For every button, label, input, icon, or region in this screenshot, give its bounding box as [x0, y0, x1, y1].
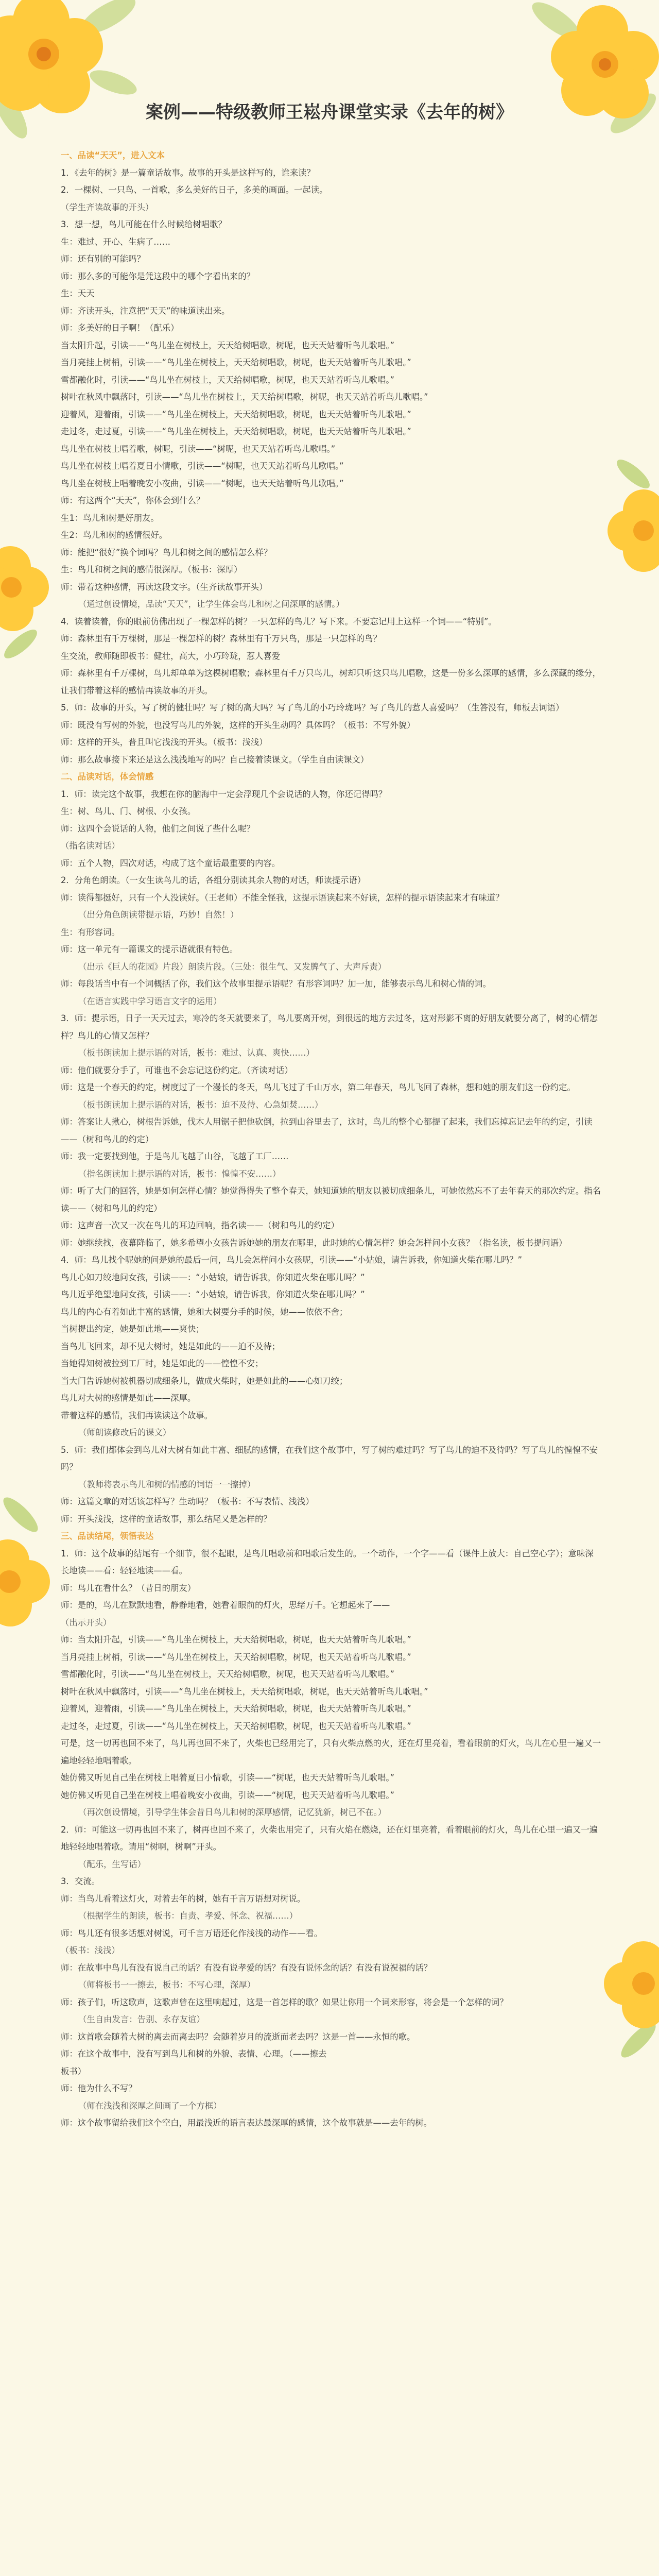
flower-decoration-left-upper — [0, 515, 51, 659]
transcript-line: 师：听了大门的回答，她是如何怎样心情？她觉得得失了整个春天，她知道她的朋友以被切成细条儿，可她依然忘不了去年春天的那次约定。指名读——（树和鸟儿的约定） — [61, 1186, 601, 1213]
transcript-line: 1．《去年的树》是一篇童话故事。故事的开头是这样写的，谁来读？ — [61, 167, 315, 178]
transcript-line: （在语言实践中学习语言文字的运用） — [78, 996, 222, 1006]
transcript-line: 走过冬，走过夏，引读——“鸟儿坐在树枝上，天天给树唱歌，树呢，也天天站着听鸟儿歌唱。” — [61, 1721, 411, 1731]
transcript-line: 1．师：读完这个故事，我想在你的脑海中一定会浮现几个会说话的人物，你还记得吗？ — [61, 789, 387, 799]
transcript-line: （师在浅浅和深厚之间画了一个方框） — [78, 2100, 222, 2111]
transcript-line: 师：森林里有千万棵树，鸟儿却单单为这棵树唱歌；森林里有千万只鸟儿，树却只听这只鸟儿唱歌，这是一份多么深厚的感情，多么深藏的缘分，让我们带着这样的感情再读故事的开头。 — [61, 668, 601, 696]
transcript-line: （师朗读修改后的课文） — [78, 1428, 171, 1437]
transcript-line: 师：有这两个“天天”，你体会到什么？ — [61, 496, 205, 505]
transcript-line: 师：这样的开头，普且叫它浅浅的开头。（板书：浅浅） — [61, 737, 268, 747]
flower-decoration-right-middle — [602, 1906, 659, 2061]
transcript-line: 师：是的，鸟儿在默默地看，静静地看，她看着眼前的灯火，思绪万千。它想起来了—— — [61, 1600, 390, 1610]
transcript-line: 师：齐读开头，注意把“天天”的味道读出来。 — [61, 306, 230, 316]
transcript-line: 当她得知树被拉到工厂时，她是如此的——惶惶不安； — [61, 1359, 264, 1368]
transcript-line: 师：开头浅浅，这样的童话故事，那么结尾又是怎样的？ — [61, 1514, 272, 1524]
transcript-line: 2．师：可能这一切再也回不来了，树再也回不来了，火柴也用完了，只有火焰在燃烧，还在灯里亮着，看着眼前的灯火，鸟儿在心里一遍又一遍地轻轻地唱着歌。请用“树啊，树啊”开头。 — [61, 1824, 598, 1852]
transcript-line: （指名读对话） — [61, 841, 120, 851]
transcript-line: 师：当太阳升起，引读——“鸟儿坐在树枝上，天天给树唱歌，树呢，也天天站着听鸟儿歌唱。” — [61, 1635, 411, 1645]
transcript-line: 当大门告诉她树被机器切成细条儿，做成火柴时，她是如此的——心如刀绞； — [61, 1376, 348, 1386]
transcript-line: 生交流，教师随即板书：健壮，高大，小巧玲珑，惹人喜爱 — [61, 651, 281, 661]
transcript-line: 当鸟儿飞回来，却不见大树时，她是如此的——迫不及待； — [61, 1341, 281, 1351]
transcript-line: （通过创设情境，品读“天天”，让学生体会鸟儿和树之间深厚的感情。） — [78, 599, 344, 609]
transcript-line: 生：树、鸟儿、门、树根、小女孩。 — [61, 806, 196, 816]
transcript-line: 师：这篇文章的对话该怎样写？生动吗？（板书：不写表情、浅浅） — [61, 1497, 314, 1506]
transcript-line: 师：读得都挺好，只有一个人没读好。（王老师）不能全怪我，这提示语读起来不好读，怎样的提示语读起来才有味道？ — [61, 892, 504, 903]
transcript-line: （学生齐读故事的开头） — [61, 202, 154, 212]
transcript-line: 5．师：故事的开头，写了树的健壮吗？写了树的高大吗？写了鸟儿的小巧玲珑吗？写了鸟儿的惹人喜爱吗？（生答没有，师板去词语） — [61, 703, 564, 713]
transcript-line: 2．一棵树、一只鸟、一首歌，多么美好的日子，多美的画面。一起读。 — [61, 185, 328, 195]
transcript-line: 鸟儿的内心有着如此丰富的感情，她和大树要分手的时候，她——依依不舍； — [61, 1307, 348, 1317]
flower-decoration-right-upper — [602, 453, 659, 587]
transcript-line: 师：这声音一次又一次在鸟儿的耳边回响，指名读——（树和鸟儿的约定） — [61, 1221, 339, 1230]
section-heading: 二、品读对话，体会情感 — [61, 772, 154, 782]
flower-decoration-top-left — [0, 0, 149, 149]
transcript-line: 师：那么多的可能你是凭这段中的哪个字看出来的？ — [61, 271, 255, 281]
transcript-line: 生：有形容词。 — [61, 927, 120, 937]
transcript-line: （教师将表示鸟儿和树的情感的词语一一擦掉） — [78, 1479, 256, 1489]
transcript-line: 当树提出约定，她是如此地——爽快； — [61, 1324, 204, 1334]
transcript-line: 鸟儿坐在树枝上唱着夏日小情歌，引读——“树呢，也天天站着听鸟儿歌唱。” — [61, 461, 344, 471]
transcript-line: 师：他为什么不写？ — [61, 2083, 137, 2093]
transcript-line: 师：鸟儿在看什么？（昔日的朋友） — [61, 1583, 196, 1593]
transcript-line: 迎着风，迎着雨，引读——“鸟儿坐在树枝上，天天给树唱歌，树呢，也天天站着听鸟儿歌唱。” — [61, 1704, 411, 1714]
transcript-line: 师：在故事中鸟儿有没有说自己的话？有没有说孝爱的话？有没有说怀念的话？有没有说祝福的话？ — [61, 1962, 432, 1973]
transcript-line: （指名朗读加上提示语的对话，板书：惶惶不安……） — [78, 1168, 281, 1179]
transcript-line: 3．师：提示语，日子一天天过去，寒冷的冬天就要来了，鸟儿要离开树，到很远的地方去过冬，这对形影不离的好朋友就要分离了，树的心情怎样？鸟儿的心情又怎样？ — [61, 1013, 598, 1041]
transcript-line: 师：这是一个春天的约定，树度过了一个漫长的冬天，鸟儿飞过了千山万水，第二年春天，鸟儿飞回了森林，想和她的朋友们这一份约定。 — [61, 1082, 576, 1092]
lesson-transcript — [61, 147, 601, 2132]
transcript-line: 师：他们就要分手了，可谁也不会忘记这份约定。（齐读对话） — [61, 1065, 293, 1075]
transcript-line: 树叶在秋风中飘落时，引读——“鸟儿坐在树枝上，天天给树唱歌，树呢，也天天站着听鸟儿歌唱。” — [61, 392, 428, 402]
transcript-line: 师：她继续找，夜幕降临了，她多希望小女孩告诉她她的朋友在哪里，此时她的心情怎样？她会怎样问小女孩？（指名读，板书提问语） — [61, 1238, 567, 1248]
transcript-line: 雪都融化时，引读——“鸟儿坐在树枝上，天天给树唱歌，树呢，也天天站着听鸟儿歌唱。” — [61, 375, 395, 385]
transcript-line: 生1：鸟儿和树是好朋友。 — [61, 513, 159, 523]
transcript-line: 4．读着读着，你的眼前仿佛出现了一棵怎样的树？一只怎样的鸟儿？写下来。不要忘记用上这样一个词——“特别”。 — [61, 616, 497, 626]
transcript-line: 生：鸟儿和树之间的感情很深厚。（板书：深厚） — [61, 565, 242, 574]
transcript-line: 师：既没有写树的外貌，也没写鸟儿的外貌，这样的开头生动吗？具体吗？（板书：不写外貌） — [61, 720, 415, 730]
transcript-line: 师：这个故事留给我们这个空白，用最浅近的语言表达最深厚的感情，这个故事就是——去年的树。 — [61, 2118, 432, 2128]
transcript-line: （师将板书一一擦去，板书：不写心理，深厚） — [78, 1980, 256, 1990]
transcript-line: 师：能把“很好”换个词吗？鸟儿和树之间的感情怎么样？ — [61, 547, 272, 557]
transcript-line: 5．师：我们都体会到鸟儿对大树有如此丰富、细腻的感情，在我们这个故事中，写了树的难过吗？写了鸟儿的迫不及待吗？写了鸟儿的惶惶不安吗？ — [61, 1445, 598, 1472]
transcript-line: 师：答案让人揪心，树根告诉她，伐木人用锯子把他砍倒，拉到山谷里去了，这时，鸟儿的整个心都提了起来，我们忘掉忘记去年的约定，引读——（树和鸟儿的约定） — [61, 1117, 593, 1144]
transcript-line: 4．师：鸟儿找个呢她的问是她的最后一问，鸟儿会怎样问小女孩呢，引读——“小姑娘，请告诉我，你知道火柴在哪儿吗？” — [61, 1255, 523, 1265]
transcript-line: 3．交流。 — [61, 1876, 100, 1886]
transcript-line: （根据学生的朗读，板书：自责、孝爱、怀念、祝福……） — [78, 1911, 298, 1921]
transcript-line: 鸟儿坐在树枝上唱着晚安小夜曲，引读——“树呢，也天天站着听鸟儿歌唱。” — [61, 478, 344, 488]
transcript-line: 师：还有别的可能吗？ — [61, 254, 145, 264]
transcript-line: 师：带着这种感情，再读这段文字。（生齐读故事开头） — [61, 582, 268, 592]
transcript-line: 当月亮挂上树梢，引读——“鸟儿坐在树枝上，天天给树唱歌，树呢，也天天站着听鸟儿歌唱。” — [61, 358, 411, 367]
transcript-line: 当太阳升起，引读——“鸟儿坐在树枝上，天天给树唱歌，树呢，也天天站着听鸟儿歌唱。” — [61, 340, 395, 350]
transcript-line: 鸟儿坐在树枝上唱着歌，树呢，引读——“树呢，也天天站着听鸟儿歌唱。” — [61, 444, 336, 454]
transcript-line: 师：当鸟儿看着这灯火，对着去年的树，她有千言万语想对树说。 — [61, 1893, 306, 1904]
transcript-line: 师：每段话当中有一个词概括了你，我们这个故事里提示语呢？有形容词吗？加一加，能够表示鸟儿和树心情的词。 — [61, 979, 491, 989]
transcript-line: （出示开头） — [61, 1617, 112, 1628]
transcript-line: 鸟儿心如刀绞地问女孩，引读——：“小姑娘，请告诉我，你知道火柴在哪儿吗？” — [61, 1272, 365, 1282]
transcript-line: 生2：鸟儿和树的感情很好。 — [61, 530, 168, 540]
transcript-line: （出分角色朗读带提示语，巧妙！自然！） — [78, 910, 239, 920]
page-title: 案例——特级教师王崧舟课堂实录《去年的树》 — [146, 102, 513, 123]
transcript-line: 师：在这个故事中，没有写到鸟儿和树的外貌、表情、心理。（——擦去 — [61, 2049, 327, 2059]
transcript-line: 鸟儿近乎绝望地问女孩，引读——：“小姑娘，请告诉我，你知道火柴在哪儿吗？” — [61, 1290, 365, 1299]
transcript-line: 师：那么故事接下来还是这么浅浅地写的吗？自己接着读课文。（学生自由读课文） — [61, 754, 369, 765]
transcript-line: 师：五个人物，四次对话，构成了这个童话最重要的内容。 — [61, 858, 281, 868]
transcript-line: 师：森林里有千万棵树，那是一棵怎样的树？森林里有千万只鸟，那是一只怎样的鸟？ — [61, 634, 381, 643]
transcript-line: 师：多美好的日子啊！（配乐） — [61, 323, 179, 333]
transcript-line: （板书：浅浅） — [61, 1945, 120, 1955]
transcript-line: 师：这首歌会随着大树的离去而离去吗？会随着岁月的流逝而老去吗？这是一首——永恒的歌。 — [61, 2031, 415, 2042]
flower-decoration-left-middle — [0, 1494, 51, 1649]
transcript-line: 她仿佛又听见自己坐在树枝上唱着晚安小夜曲，引读——“树呢，也天天站着听鸟儿歌唱。” — [61, 1790, 395, 1800]
transcript-line: 3．想一想，鸟儿可能在什么时候给树唱歌？ — [61, 219, 227, 229]
transcript-line: 带着这样的感情，我们再读读这个故事。 — [61, 1410, 213, 1420]
transcript-line: 迎着风，迎着雨，引读——“鸟儿坐在树枝上，天天给树唱歌，树呢，也天天站着听鸟儿歌唱。” — [61, 409, 411, 419]
transcript-line: 师：这四个会说话的人物，他们之间说了些什么呢？ — [61, 823, 255, 834]
transcript-line: 树叶在秋风中飘落时，引读——“鸟儿坐在树枝上，天天给树唱歌，树呢，也天天站着听鸟儿歌唱。” — [61, 1686, 428, 1697]
transcript-line: 生：难过、开心、生病了…… — [61, 236, 171, 247]
transcript-line: 走过冬，走过夏，引读——“鸟儿坐在树枝上，天天给树唱歌，树呢，也天天站着听鸟儿歌唱。” — [61, 427, 411, 436]
transcript-line: 师：孩子们，听这歌声，这歌声曾在这里响起过，这是一首怎样的歌？如果让你用一个词来形容，将会是一个怎样的词？ — [61, 1997, 508, 2007]
transcript-line: （出示《巨人的花园》片段）朗读片段。（三处：很生气、又发脾气了、大声斥责） — [78, 961, 387, 972]
transcript-line: 生：天天 — [61, 289, 95, 298]
transcript-line: 师：这一单元有一篇课文的提示语就很有特色。 — [61, 944, 238, 954]
section-heading: 三、品读结尾，领悟表达 — [61, 1531, 154, 1541]
transcript-line: 师：我一定要找到他，于是鸟儿飞越了山谷，飞越了工厂…… — [61, 1151, 289, 1161]
transcript-line: 可是，这一切再也回不来了，鸟儿再也回不来了，火柴也已经用完了，只有火柴点燃的火，还在灯里亮着，看着眼前的灯火，鸟儿在心里一遍又一遍地轻轻地唱着歌。 — [61, 1738, 601, 1766]
transcript-line: （配乐，生写话） — [78, 1859, 146, 1869]
transcript-line: （板书朗读加上提示语的对话，板书：难过、认真、爽快……） — [78, 1048, 315, 1058]
transcript-line: 2．分角色朗读。（一女生读鸟儿的话，各组分别读其余人物的对话，师读提示语） — [61, 875, 366, 885]
transcript-line: （生自由发言：告别、永存友谊） — [78, 2014, 205, 2024]
transcript-line: 当月亮挂上树梢，引读——“鸟儿坐在树枝上，天天给树唱歌，树呢，也天天站着听鸟儿歌唱。” — [61, 1652, 411, 1662]
section-heading: 一、品读“天天”，进入文本 — [61, 150, 165, 160]
transcript-line: 1．师：这个故事的结尾有一个细节，很不起眼，是鸟儿唱歌前和唱歌后发生的。一个动作，一个字——看（课件上放大：自己空心字）；意味深长地读——看：轻轻地读——看。 — [61, 1548, 594, 1575]
transcript-line: （再次创设情境，引导学生体会昔日鸟儿和树的深厚感情，记忆犹新，树已不在。） — [78, 1807, 387, 1817]
transcript-line: 鸟儿对大树的感情是如此——深厚。 — [61, 1393, 196, 1403]
transcript-line: 她仿佛又听见自己坐在树枝上唱着夏日小情歌，引读——“树呢，也天天站着听鸟儿歌唱。” — [61, 1773, 395, 1783]
transcript-line: 板书） — [61, 2066, 86, 2076]
transcript-line: （板书朗读加上提示语的对话，板书：迫不及待、心急如焚……） — [78, 1099, 323, 1110]
transcript-line: 师：鸟儿还有很多话想对树说，可千言万语还化作浅浅的动作——看。 — [61, 1928, 323, 1938]
transcript-line: 雪都融化时，引读——“鸟儿坐在树枝上，天天给树唱歌，树呢，也天天站着听鸟儿歌唱。” — [61, 1669, 395, 1679]
